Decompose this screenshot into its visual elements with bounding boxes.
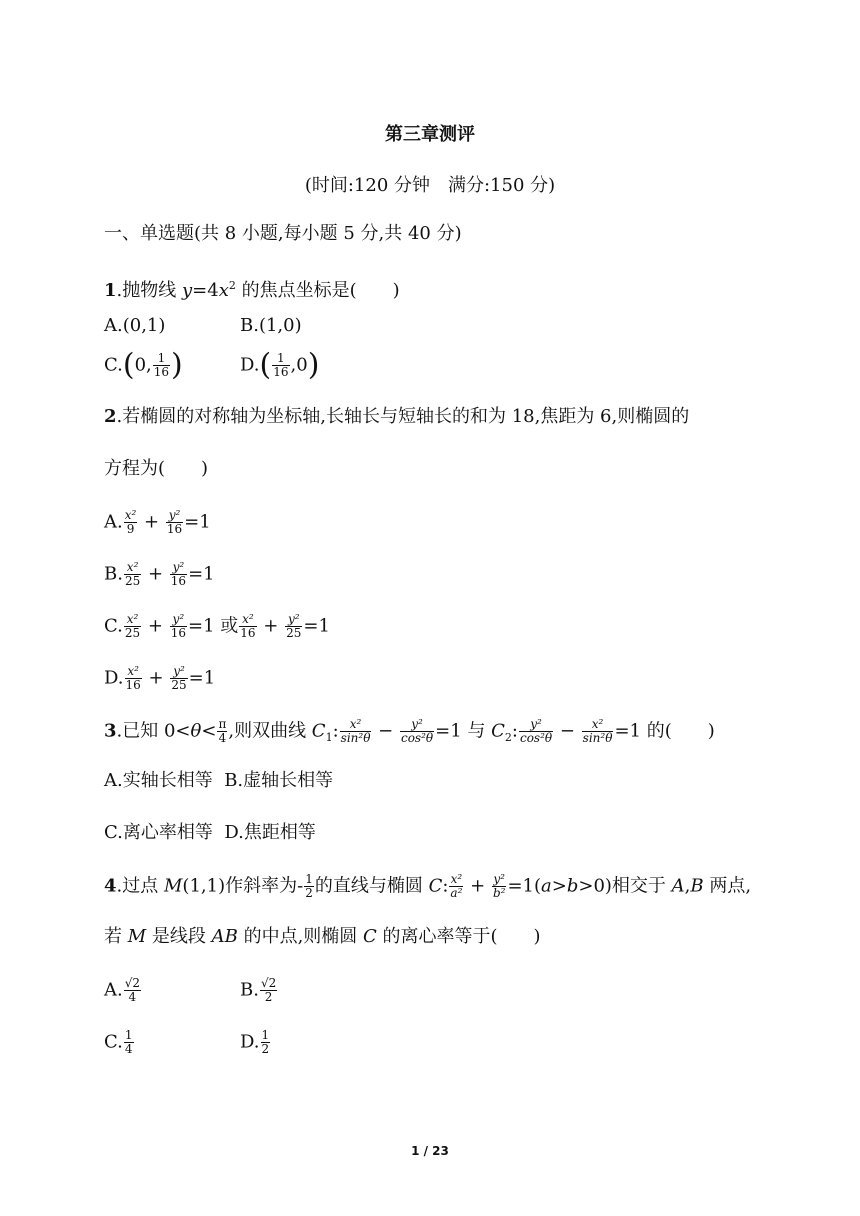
option-a: A.实轴长相等 [104,770,213,791]
question-2-option-d [104,665,215,692]
stem-text: (1,1)作斜率为- [182,875,304,897]
numerator: y² [519,718,553,732]
question-number: 4 [104,875,117,897]
stem-text: 两点, [703,875,752,897]
numerator: √2 [260,976,277,990]
denominator: cos²θ [519,731,553,745]
page-number: 1 / 23 [411,1144,449,1158]
stem-text: .过点 [116,875,164,897]
denominator: 9 [126,522,135,536]
fraction [124,613,141,640]
var-b: b [566,875,579,897]
minus-sign: − [378,720,394,742]
option-b [240,977,278,1004]
denominator: 16 [170,626,186,640]
numerator: 1 [124,1028,133,1042]
denominator: sin²θ [582,731,613,745]
numerator: 1 [153,352,170,366]
plus-sign: + [144,511,160,533]
fraction [125,665,142,692]
stem-text: =4 [192,280,219,301]
numerator: x² [124,613,141,627]
fraction [170,613,187,640]
numerator: x² [124,508,137,522]
equals-one: =1 [184,511,211,533]
option-label: B. [104,563,123,585]
fraction [285,613,302,640]
denominator: 2 [305,886,313,900]
plus-sign: + [263,615,279,637]
numerator: x² [124,561,141,575]
numerator: x² [340,718,372,732]
denominator: 4 [218,731,227,745]
stem-text: =1 的( ) [614,720,715,742]
question-2-option-c [104,613,330,640]
var-y: y [181,280,193,301]
numerator: y² [400,718,434,732]
stem-text: ,则双曲线 [228,720,312,742]
denominator: 25 [286,626,302,640]
exponent: 2 [228,279,236,292]
plus-sign: + [470,875,486,897]
denominator: b² [492,886,506,900]
numerator: x² [450,872,463,886]
colon: : [511,720,518,742]
plus-sign: + [147,615,163,637]
fraction [170,665,187,692]
option-d-label: D. [240,354,260,376]
fraction [340,718,372,745]
fraction [124,977,141,1004]
question-number: 2 [104,406,117,427]
fraction [124,1029,134,1056]
stem-text: 若 [104,926,128,947]
fraction [153,352,170,379]
option-label: C. [104,615,123,637]
fraction [400,718,434,745]
equals-one: =1 [188,563,215,585]
option-a: A.(0,1) [104,315,166,336]
fraction [166,509,183,536]
option-c: C.离心率相等 [104,822,213,843]
numerator: y² [170,665,187,679]
question-3-options-row1 [104,769,333,793]
denominator: 16 [166,522,183,536]
denominator: 16 [125,678,141,692]
denominator: 16 [170,574,187,588]
question-1-options-row1 [104,314,302,338]
var-b-point: B [690,875,704,897]
numerator: y² [170,561,187,575]
stem-text: .抛物线 [116,280,182,301]
numerator: 1 [261,1028,270,1042]
fraction [519,718,553,745]
question-2-option-a [104,509,211,536]
stem-text: 的焦点坐标是( ) [235,280,400,301]
denominator: 16 [273,365,289,379]
stem-text: 的中点,则椭圆 [237,926,364,947]
option-d [240,347,320,383]
option-d: D.焦距相等 [224,822,316,843]
numerator: 1 [305,872,313,886]
option-d-text: ,0 [290,354,308,376]
comma: , [684,875,691,897]
less-than: < [201,720,217,742]
denominator: cos²θ [400,731,434,745]
stem-text: .已知 0< [116,720,191,742]
paren-close: ) [307,347,320,383]
denominator: 25 [171,678,187,692]
denominator: 16 [240,626,256,640]
var-ab: AB [211,926,238,947]
option-c-text: 0, [134,354,152,376]
option-label: C. [104,1031,123,1053]
stem-text: 的直线与椭圆 [314,875,429,897]
stem-text: .若椭圆的对称轴为坐标轴,长轴长与短轴长的和为 18,焦距为 6,则椭圆的 [116,406,690,427]
option-label: A. [104,979,123,1001]
numerator: x² [582,718,614,732]
stem-text: =1 与 [435,720,492,742]
exam-info: (时间:120 分钟 满分:150 分) [304,175,556,196]
subscript: 1 [325,731,333,745]
question-4-options-row1 [104,976,277,1004]
fraction [449,873,463,900]
colon: : [442,875,449,897]
stem-text: 是线段 [146,926,212,947]
numerator: x² [125,665,142,679]
option-label: A. [104,511,123,533]
option-c-label: C. [104,354,123,376]
stem-text: =1( [507,875,542,897]
equals-one: =1 [303,615,330,637]
plus-sign: + [147,563,164,585]
equals-one: =1 [188,667,216,689]
var-c: C [363,926,377,947]
var-c: C [311,720,326,742]
question-1-options-row2 [104,347,320,383]
var-a-point: A [671,875,685,897]
question-4-stem-line1 [104,873,751,900]
option-b: B.(1,0) [240,315,302,336]
question-4-stem-line2 [104,925,541,949]
fraction [304,873,314,900]
question-4-options-row2 [104,1028,270,1056]
fraction [124,509,138,536]
var-a: a [541,875,552,897]
stem-text: >0)相交于 [578,875,672,897]
option-label: B. [240,979,259,1001]
option-label: D. [240,1031,260,1053]
var-c: C [491,720,505,742]
denominator: 4 [128,990,137,1004]
fraction [582,718,614,745]
page-title: 第三章测评 [385,124,475,145]
denominator: 2 [261,1042,270,1056]
stem-text: 的离心率等于( ) [376,926,541,947]
numerator: √2 [124,976,141,990]
option-d [240,1029,271,1056]
minus-sign: − [559,720,575,742]
denominator: a² [450,886,463,900]
or-text: =1 或 [187,615,239,637]
question-3-options-row2 [104,821,316,845]
denominator: 16 [153,365,170,379]
fraction [170,561,187,588]
numerator: y² [170,613,187,627]
question-2-option-b [104,561,215,588]
denominator: 4 [124,1042,133,1056]
subscript: 2 [504,731,512,745]
option-b: B.虚轴长相等 [224,770,334,791]
var-theta: θ [190,720,202,742]
denominator: 2 [264,990,273,1004]
plus-sign: + [148,667,164,689]
question-3-stem [104,718,715,750]
var-m: M [163,875,183,897]
numerator: y² [285,613,302,627]
section-heading: 一、单选题(共 8 小题,每小题 5 分,共 40 分) [104,223,462,244]
numerator: 1 [272,352,289,366]
fraction [239,613,256,640]
question-number: 3 [104,720,117,742]
numerator: x² [239,613,256,627]
numerator: π [218,717,227,731]
paren-close: ) [171,347,183,383]
fraction [261,1029,271,1056]
denominator: 25 [124,626,141,640]
var-x: x [218,280,229,301]
fraction [272,352,289,379]
denominator: 25 [124,574,141,588]
denominator: sin²θ [340,731,371,745]
fraction [492,873,507,900]
colon: : [332,720,339,742]
numerator: y² [166,509,183,523]
option-label: D. [104,667,124,689]
var-m: M [127,926,147,947]
paren-open: ( [259,347,272,383]
question-2-stem-line2: 方程为( ) [104,458,209,479]
fraction [260,977,277,1004]
question-number: 1 [104,280,117,301]
greater-than: > [551,875,567,897]
numerator: y² [493,872,505,886]
fraction [124,561,141,588]
question-1-stem [104,274,400,303]
paren-open: ( [122,347,135,383]
fraction [217,718,227,745]
question-2-stem-line1 [104,405,689,429]
var-c: C [428,875,443,897]
